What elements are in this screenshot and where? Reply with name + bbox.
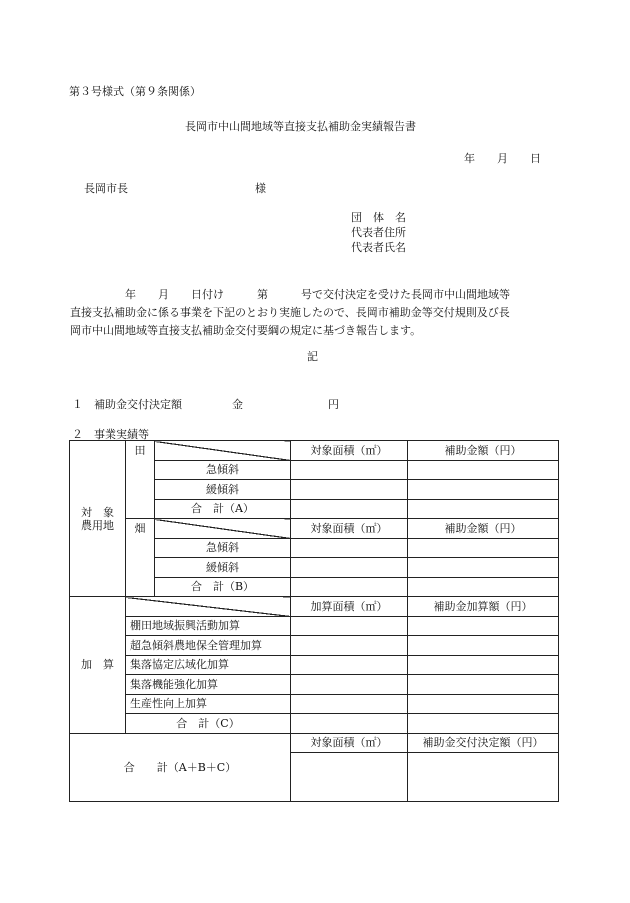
input-cell[interactable]: [291, 753, 408, 802]
input-cell[interactable]: [408, 577, 559, 597]
addition-label: 加 算: [70, 597, 126, 734]
table-row: [70, 733, 559, 753]
group-name-label: 団 体 名: [351, 211, 406, 224]
subtotal-c-label: 合 計（C）: [126, 714, 291, 734]
input-cell[interactable]: [291, 538, 408, 558]
section-1-label: １ 補助金交付決定額: [72, 398, 182, 411]
form-number: 第３号様式（第９条関係）: [69, 85, 201, 98]
subtotal-b-label: 合 計（B）: [155, 577, 291, 597]
input-cell[interactable]: [408, 538, 559, 558]
table-row: [70, 694, 559, 714]
report-paragraph: [70, 286, 558, 340]
input-cell[interactable]: [408, 694, 559, 714]
input-cell[interactable]: [291, 616, 408, 636]
table-row: [70, 655, 559, 675]
input-cell[interactable]: [408, 655, 559, 675]
addition-item: 集落機能強化加算: [126, 675, 291, 695]
date-line: 年 月 日: [464, 152, 541, 165]
table-row: [70, 636, 559, 656]
col-header-area: 対象面積（㎡）: [291, 519, 408, 539]
representative-address-label: 代表者住所: [351, 226, 406, 239]
document-title: 長岡市中山間地域等直接支払補助金実績報告書: [185, 120, 416, 133]
addressee: 長岡市長: [84, 182, 128, 195]
representative-name-label: 代表者氏名: [351, 241, 406, 254]
col-header-add-area: 加算面積（㎡）: [291, 597, 408, 617]
row-label-gentle: 緩傾斜: [155, 558, 291, 578]
input-cell[interactable]: [408, 499, 559, 519]
table-row: [70, 616, 559, 636]
ki-heading: 記: [307, 350, 318, 363]
input-cell[interactable]: [408, 480, 559, 500]
addition-item: 棚田地域振興活動加算: [126, 616, 291, 636]
section-1-kin: 金: [232, 398, 243, 411]
col-header-area: 対象面積（㎡）: [291, 441, 408, 461]
input-cell[interactable]: [408, 460, 559, 480]
paragraph-line: 直接支払補助金に係る事業を下記のとおり実施したので、長岡市補助金等交付規則及び長: [70, 306, 510, 319]
farmland-label: 農用地: [81, 518, 114, 532]
farmland-label: 対 象: [81, 505, 114, 519]
row-label-steep: 急傾斜: [155, 538, 291, 558]
input-cell[interactable]: [291, 675, 408, 695]
diagonal-cell: [155, 519, 291, 539]
input-cell[interactable]: [408, 714, 559, 734]
grand-total-label: 合 計（A＋B＋C）: [70, 733, 291, 802]
paragraph-line: 岡市中山間地域等直接支払補助金交付要綱の規定に基づき報告します。: [70, 324, 422, 337]
addition-item: 生産性向上加算: [126, 694, 291, 714]
farmland-label-cell: [70, 441, 126, 597]
diagonal-cell: [126, 597, 291, 617]
paragraph-line: 年 月 日付け 第 号で交付決定を受けた長岡市中山間地域等: [70, 288, 510, 301]
upland-label: 畑: [126, 519, 155, 597]
input-cell[interactable]: [291, 558, 408, 578]
results-table: [69, 440, 559, 802]
input-cell[interactable]: [408, 616, 559, 636]
honorific: 様: [255, 182, 266, 195]
addition-item: 集落協定広域化加算: [126, 655, 291, 675]
input-cell[interactable]: [291, 499, 408, 519]
paddy-label: 田: [126, 441, 155, 519]
col-header-total-amount: 補助金交付決定額（円）: [408, 733, 559, 753]
table-row: [70, 441, 559, 461]
table-row: [70, 597, 559, 617]
addition-item: 超急傾斜農地保全管理加算: [126, 636, 291, 656]
input-cell[interactable]: [291, 460, 408, 480]
col-header-total-area: 対象面積（㎡）: [291, 733, 408, 753]
input-cell[interactable]: [291, 577, 408, 597]
input-cell[interactable]: [408, 636, 559, 656]
col-header-amount: 補助金額（円）: [408, 441, 559, 461]
section-1-yen: 円: [328, 398, 339, 411]
input-cell[interactable]: [291, 714, 408, 734]
table-row: [70, 519, 559, 539]
table-row: [70, 714, 559, 734]
table-row: [70, 675, 559, 695]
diagonal-cell: [155, 441, 291, 461]
input-cell[interactable]: [291, 655, 408, 675]
subtotal-a-label: 合 計（A）: [155, 499, 291, 519]
input-cell[interactable]: [291, 480, 408, 500]
col-header-amount: 補助金額（円）: [408, 519, 559, 539]
row-label-steep: 急傾斜: [155, 460, 291, 480]
input-cell[interactable]: [291, 636, 408, 656]
section-2-label: ２ 事業実績等: [72, 428, 149, 441]
input-cell[interactable]: [408, 753, 559, 802]
col-header-add-amount: 補助金加算額（円）: [408, 597, 559, 617]
input-cell[interactable]: [291, 694, 408, 714]
input-cell[interactable]: [408, 675, 559, 695]
row-label-gentle: 緩傾斜: [155, 480, 291, 500]
input-cell[interactable]: [408, 558, 559, 578]
